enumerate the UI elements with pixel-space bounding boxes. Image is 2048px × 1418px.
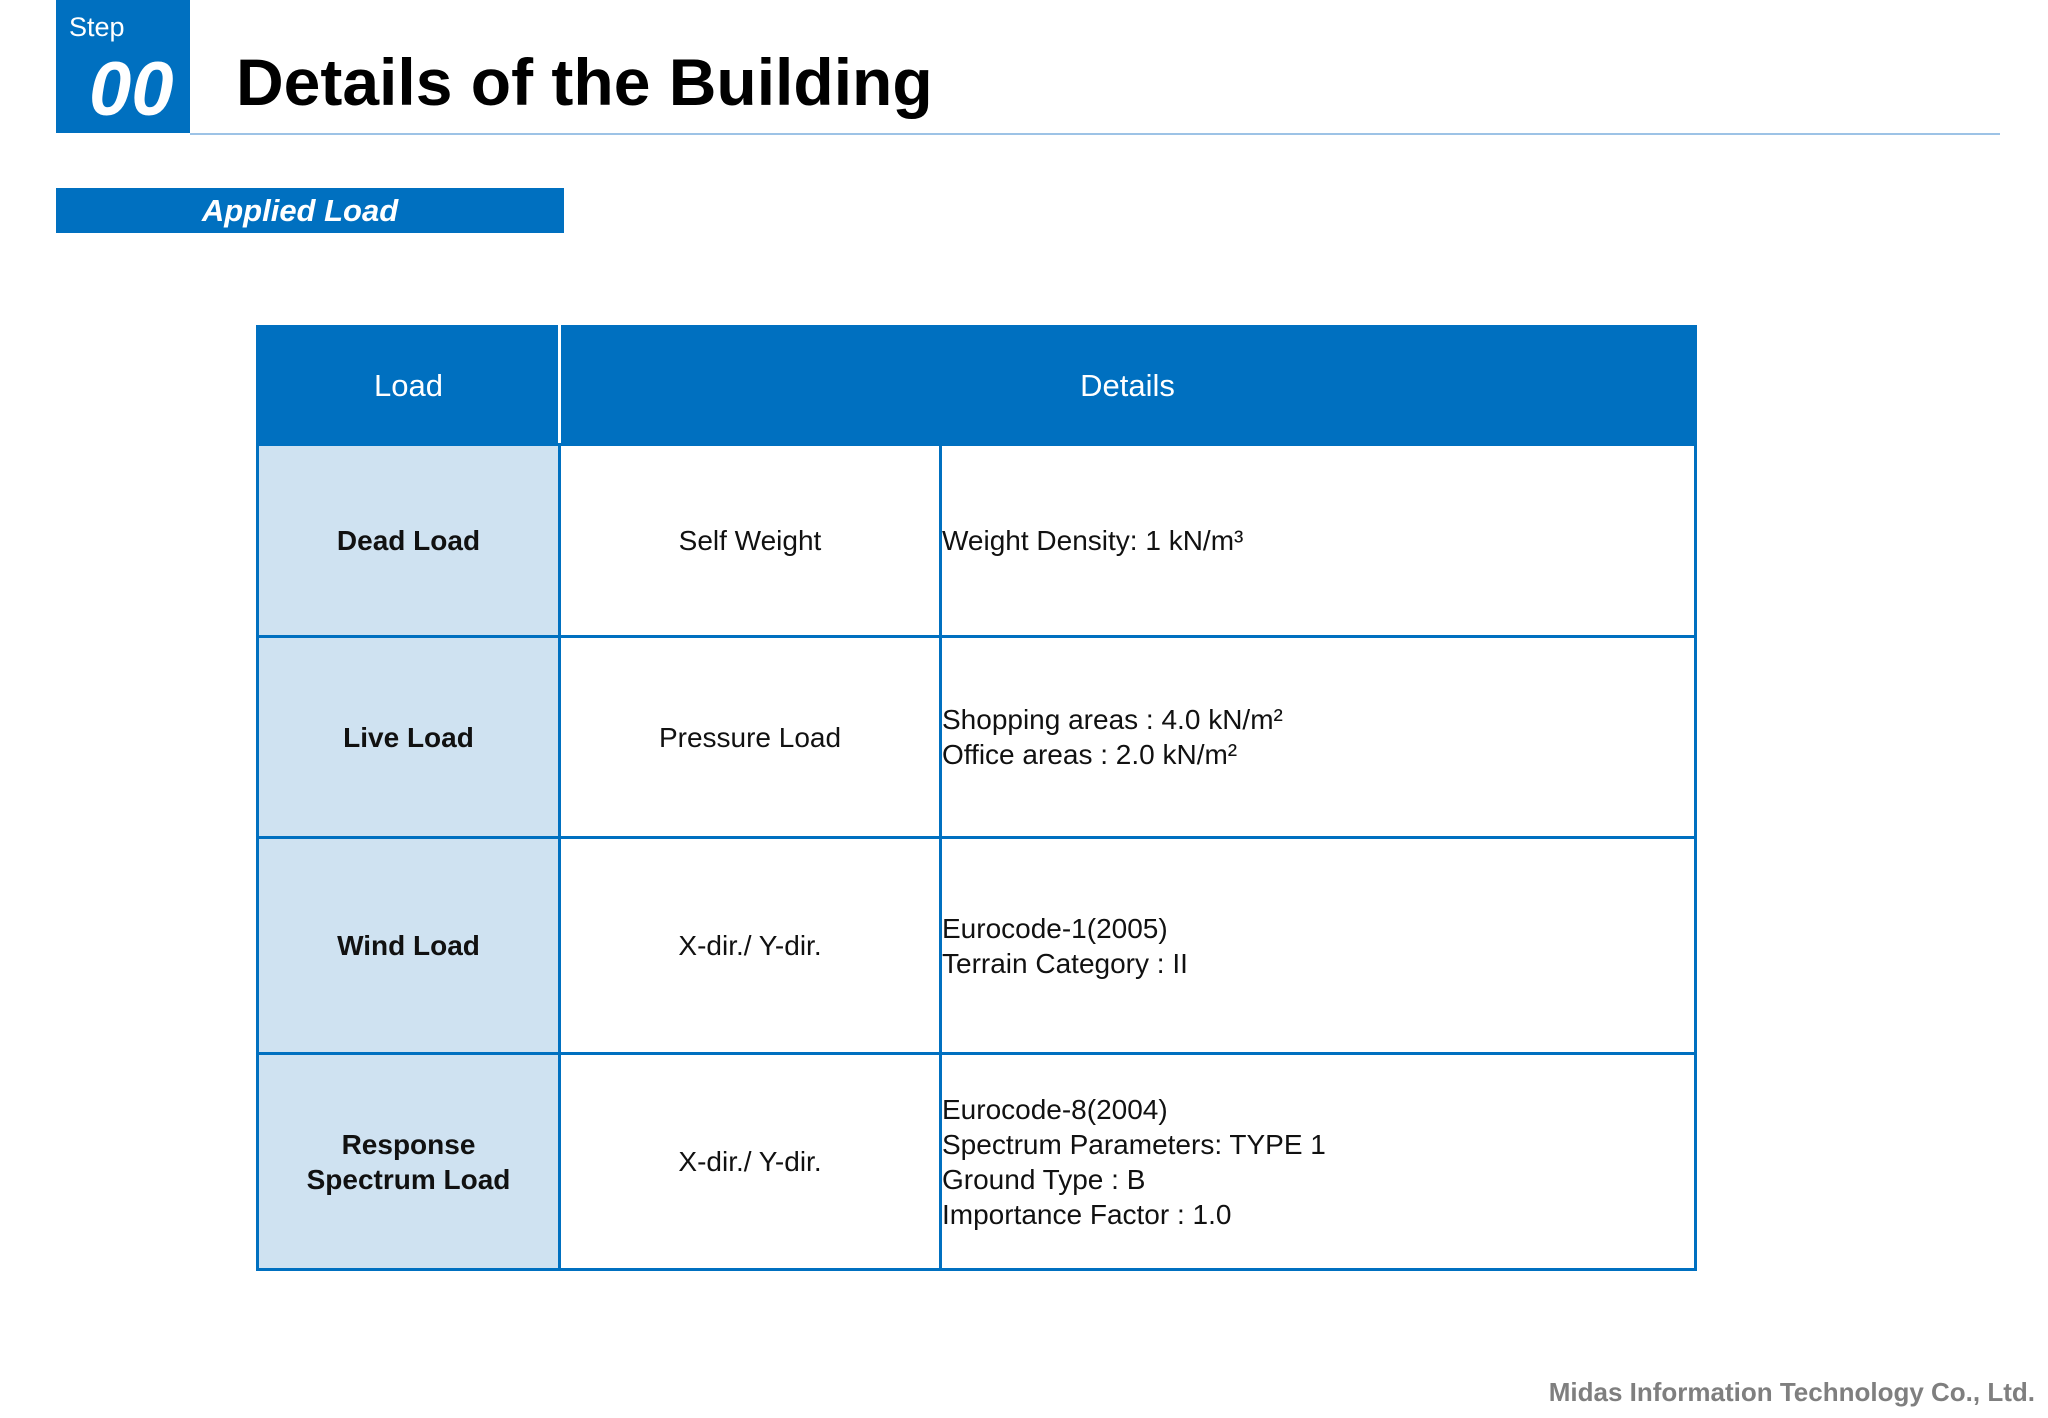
section-label: Applied Load <box>56 188 564 233</box>
load-name-cell: Live Load <box>258 637 560 838</box>
detail-line: Ground Type : B <box>942 1163 1146 1195</box>
load-name-cell: Wind Load <box>258 838 560 1054</box>
load-name-cell <box>258 1054 560 1270</box>
step-badge <box>56 0 190 133</box>
load-type-cell: Pressure Load <box>560 637 941 838</box>
step-number: 00 <box>89 47 174 132</box>
load-type-cell: Self Weight <box>560 445 941 637</box>
load-table <box>256 325 1697 1271</box>
header-load: Load <box>258 327 560 445</box>
page-title: Details of the Building <box>236 45 933 119</box>
table-row <box>258 838 1696 1054</box>
load-type-cell: X-dir./ Y-dir. <box>560 838 941 1054</box>
table-row <box>258 1054 1696 1270</box>
header-details: Details <box>560 327 1696 445</box>
detail-line: Shopping areas : 4.0 kN/m² <box>942 704 1283 735</box>
detail-line: Eurocode-8(2004) <box>942 1093 1168 1125</box>
load-details-cell <box>941 637 1696 838</box>
detail-line: Weight Density: 1 kN/m³ <box>942 525 1244 556</box>
step-label: Step <box>69 12 125 42</box>
load-details-cell <box>941 1054 1696 1270</box>
load-details-cell <box>941 445 1696 637</box>
detail-line: Eurocode-1(2005) <box>942 912 1168 944</box>
detail-line: Importance Factor : 1.0 <box>942 1198 1232 1230</box>
load-type-cell: X-dir./ Y-dir. <box>560 1054 941 1270</box>
detail-line: Spectrum Parameters: TYPE 1 <box>942 1128 1326 1160</box>
load-details-cell <box>941 838 1696 1054</box>
detail-line: Office areas : 2.0 kN/m² <box>942 739 1238 770</box>
detail-line: Terrain Category : II <box>942 947 1188 979</box>
table-row <box>258 445 1696 637</box>
footer-company: Midas Information Technology Co., Ltd. <box>1548 1377 2035 1407</box>
load-name-text: Response Spectrum Load <box>306 1128 511 1195</box>
load-name-cell: Dead Load <box>258 445 560 637</box>
table-header-row <box>258 327 1696 445</box>
title-divider <box>190 133 2000 135</box>
table-row <box>258 637 1696 838</box>
